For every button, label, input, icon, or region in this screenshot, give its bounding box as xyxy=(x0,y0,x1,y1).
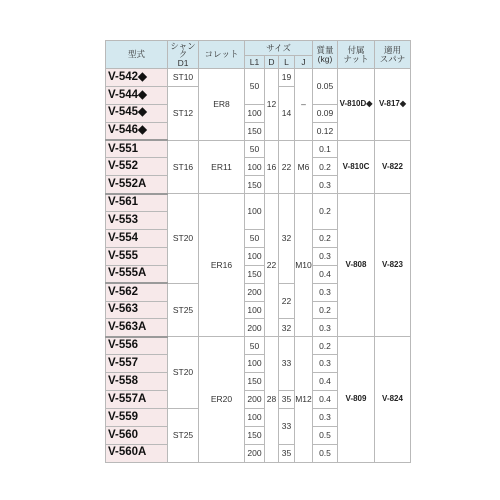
l1-cell: 150 xyxy=(245,122,265,140)
l1-cell: 100 xyxy=(245,194,265,230)
l1-cell: 100 xyxy=(245,355,265,373)
model-cell: V-552A xyxy=(106,176,168,194)
l1-cell: 100 xyxy=(245,247,265,265)
l-cell: 32 xyxy=(279,194,295,283)
model-cell: V-544◆ xyxy=(106,86,168,104)
l1-cell: 200 xyxy=(245,283,265,301)
collet-cell: ER20 xyxy=(199,337,245,462)
header-nut: 付属 ナット xyxy=(338,41,375,69)
j-cell: – xyxy=(295,69,313,141)
d-cell: 12 xyxy=(265,69,279,141)
nut-cell: V-810C xyxy=(338,140,375,194)
header-shank: シャンク D1 xyxy=(168,41,199,69)
model-cell: V-557 xyxy=(106,355,168,373)
shank-cell: ST25 xyxy=(168,283,199,337)
nut-cell: V-810D◆ xyxy=(338,69,375,141)
mass-cell: 0.2 xyxy=(313,301,338,319)
nut-cell: V-809 xyxy=(338,337,375,462)
mass-cell: 0.4 xyxy=(313,391,338,409)
shank-cell: ST12 xyxy=(168,86,199,140)
l1-cell: 50 xyxy=(245,230,265,248)
collet-cell: ER16 xyxy=(199,194,245,337)
model-cell: V-553 xyxy=(106,212,168,230)
nut-cell: V-808 xyxy=(338,194,375,337)
j-cell: M10 xyxy=(295,194,313,337)
mass-cell: 0.12 xyxy=(313,122,338,140)
mass-cell: 0.2 xyxy=(313,230,338,248)
mass-cell: 0.3 xyxy=(313,319,338,337)
l1-cell: 200 xyxy=(245,319,265,337)
collet-cell: ER8 xyxy=(199,69,245,141)
l-cell: 22 xyxy=(279,283,295,319)
l1-cell: 200 xyxy=(245,444,265,462)
header-l1: L1 xyxy=(245,56,265,69)
l1-cell: 200 xyxy=(245,391,265,409)
mass-cell: 0.3 xyxy=(313,247,338,265)
shank-cell: ST10 xyxy=(168,69,199,87)
header-j: J xyxy=(295,56,313,69)
l-cell: 22 xyxy=(279,140,295,194)
model-cell: V-562 xyxy=(106,283,168,301)
model-cell: V-555 xyxy=(106,247,168,265)
model-cell: V-563 xyxy=(106,301,168,319)
l1-cell: 100 xyxy=(245,301,265,319)
j-cell: M12 xyxy=(295,337,313,462)
l1-cell: 50 xyxy=(245,69,265,105)
mass-cell: 0.3 xyxy=(313,408,338,426)
l-cell: 32 xyxy=(279,319,295,337)
mass-cell: 0.3 xyxy=(313,176,338,194)
shank-cell: ST25 xyxy=(168,408,199,462)
mass-cell: 0.5 xyxy=(313,444,338,462)
header-l: L xyxy=(279,56,295,69)
model-cell: V-545◆ xyxy=(106,104,168,122)
mass-cell: 0.2 xyxy=(313,158,338,176)
spanner-cell: V-824 xyxy=(375,337,411,462)
shank-cell: ST16 xyxy=(168,140,199,194)
model-cell: V-558 xyxy=(106,373,168,391)
mass-cell: 0.4 xyxy=(313,265,338,283)
header-size: サイズ xyxy=(245,41,313,56)
spec-table xyxy=(105,40,411,463)
model-cell: V-542◆ xyxy=(106,69,168,87)
l1-cell: 50 xyxy=(245,337,265,355)
model-cell: V-551 xyxy=(106,140,168,158)
l-cell: 14 xyxy=(279,86,295,140)
l1-cell: 150 xyxy=(245,426,265,444)
model-cell: V-560A xyxy=(106,444,168,462)
model-cell: V-552 xyxy=(106,158,168,176)
l1-cell: 150 xyxy=(245,373,265,391)
model-cell: V-563A xyxy=(106,319,168,337)
header-d: D xyxy=(265,56,279,69)
d-cell: 28 xyxy=(265,337,279,462)
model-cell: V-561 xyxy=(106,194,168,212)
shank-cell: ST20 xyxy=(168,337,199,409)
l-cell: 33 xyxy=(279,337,295,391)
mass-cell: 0.5 xyxy=(313,426,338,444)
shank-cell: ST20 xyxy=(168,194,199,283)
spanner-cell: V-822 xyxy=(375,140,411,194)
mass-cell: 0.1 xyxy=(313,140,338,158)
mass-cell: 0.3 xyxy=(313,355,338,373)
l-cell: 35 xyxy=(279,391,295,409)
collet-cell: ER11 xyxy=(199,140,245,194)
model-cell: V-546◆ xyxy=(106,122,168,140)
model-cell: V-560 xyxy=(106,426,168,444)
mass-cell: 0.3 xyxy=(313,283,338,301)
l1-cell: 150 xyxy=(245,265,265,283)
model-cell: V-556 xyxy=(106,337,168,355)
l1-cell: 50 xyxy=(245,140,265,158)
model-cell: V-559 xyxy=(106,408,168,426)
header-model: 型式 xyxy=(106,41,168,69)
mass-cell: 0.4 xyxy=(313,373,338,391)
l1-cell: 100 xyxy=(245,408,265,426)
model-cell: V-554 xyxy=(106,230,168,248)
mass-cell: 0.2 xyxy=(313,337,338,355)
header-spanner: 適用 スパナ xyxy=(375,41,411,69)
model-cell: V-557A xyxy=(106,391,168,409)
d-cell: 16 xyxy=(265,140,279,194)
l-cell: 33 xyxy=(279,408,295,444)
j-cell: M6 xyxy=(295,140,313,194)
l-cell: 19 xyxy=(279,69,295,87)
model-cell: V-555A xyxy=(106,265,168,283)
l-cell: 35 xyxy=(279,444,295,462)
mass-cell: 0.05 xyxy=(313,69,338,105)
l1-cell: 100 xyxy=(245,158,265,176)
header-mass: 質量 (kg) xyxy=(313,41,338,69)
mass-cell: 0.2 xyxy=(313,194,338,230)
mass-cell: 0.09 xyxy=(313,104,338,122)
d-cell: 22 xyxy=(265,194,279,337)
l1-cell: 150 xyxy=(245,176,265,194)
spanner-cell: V-817◆ xyxy=(375,69,411,141)
spanner-cell: V-823 xyxy=(375,194,411,337)
l1-cell: 100 xyxy=(245,104,265,122)
header-collet: コレット xyxy=(199,41,245,69)
